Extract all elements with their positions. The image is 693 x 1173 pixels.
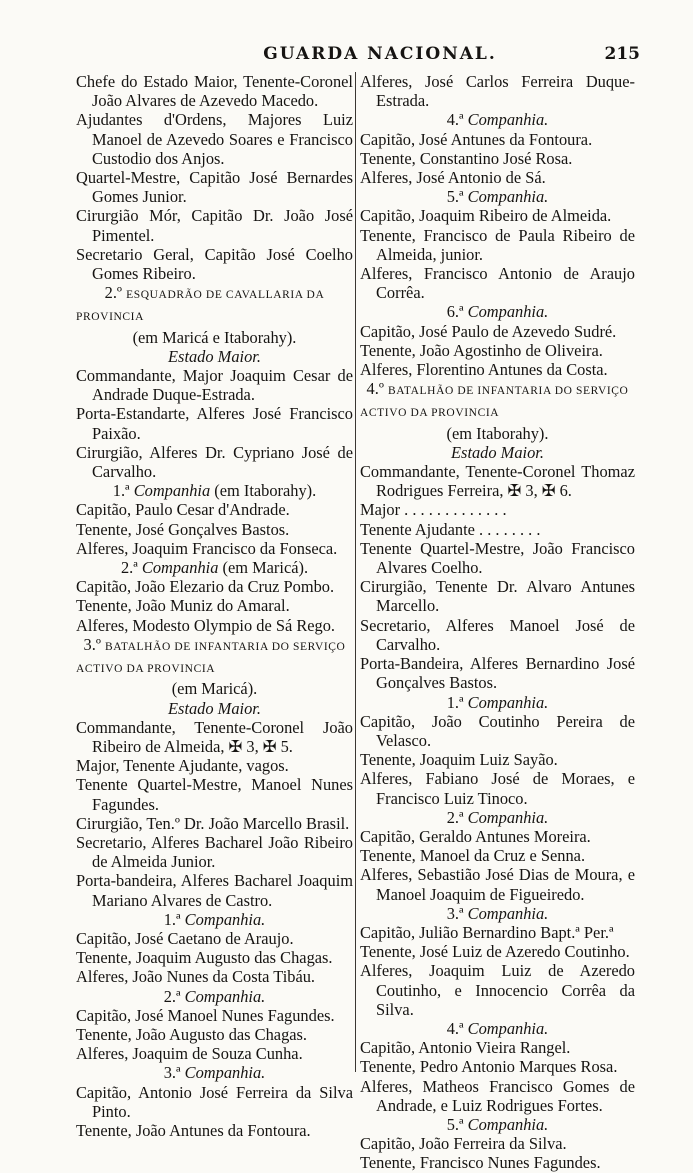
roster-entry: Tenente, José Gonçalves Bastos. — [76, 519, 290, 539]
staff-heading: Estado Maior. — [168, 698, 261, 718]
company-number: 4.ª — [446, 110, 464, 130]
roster-entry: Tenente, Francisco Nunes Fagundes. — [360, 1153, 601, 1173]
section-title: BATALHÃO DE INFANTARIA DO SERVIÇO ACTIVO DA PROVINCIA — [76, 640, 346, 676]
roster-entry: Capitão, José Caetano de Araujo. — [76, 928, 294, 948]
roster-entry: Alferes, João Nunes da Costa Tibáu. — [76, 967, 316, 987]
roster-entry: Cirurgião Mór, Capitão Dr. João José Pimentel. — [76, 206, 353, 245]
roster-entry: Capitão, João Ferreira da Silva. — [360, 1134, 567, 1154]
roster-entry: Secretario, Alferes Bacharel João Ribeiro de Almeida Junior. — [76, 832, 353, 872]
page-header — [80, 44, 640, 68]
roster-entry: Secretario, Alferes Manoel José de Carvalho. — [360, 615, 635, 654]
roster-entry: Capitão, Paulo Cesar d'Andrade. — [76, 500, 290, 520]
roster-entry: Tenente, João Muniz do Amaral. — [76, 596, 290, 616]
company-name: Companhia. — [184, 1063, 266, 1083]
roster-entry: Cirurgião, Ten.º Dr. João Marcello Brasil. — [76, 813, 350, 833]
company-name: Companhia — [133, 481, 211, 501]
roster-entry: Cirurgião, Tenente Dr. Alvaro Antunes Marcello. — [360, 577, 635, 616]
company-name: Companhia. — [184, 909, 266, 929]
company-name: Companhia. — [467, 807, 549, 827]
roster-entry: Porta-bandeira, Alferes Bacharel Joaquim Mariano Alvares de Castro. — [76, 871, 353, 910]
company-number: 4.ª — [446, 1018, 464, 1038]
company-location: (em Maricá). — [222, 558, 309, 578]
section-number: 3.º — [83, 634, 101, 654]
roster-entry: Alferes, José Carlos Ferreira Duque-Estrada. — [360, 72, 635, 111]
staff-heading: Estado Maior. — [168, 346, 261, 366]
company-number: 1.ª — [446, 692, 464, 712]
roster-entry: Alferes, Fabiano José de Moraes, e Francisco Luiz Tinoco. — [360, 769, 635, 808]
roster-entry: Porta-Estandarte, Alferes José Francisco Paixão. — [76, 404, 353, 443]
roster-entry: Alferes, Florentino Antunes da Costa. — [360, 360, 608, 380]
company-number: 1.ª — [163, 909, 181, 929]
roster-entry: Alferes, Francisco Antonio de Araujo Corrêa. — [360, 264, 635, 303]
roster-entry: Alferes, Joaquim Luiz de Azeredo Coutinho, e Innocencio Corrêa da Silva. — [360, 961, 635, 1019]
company-heading — [76, 910, 353, 929]
company-heading — [360, 302, 635, 321]
roster-entry: Ajudantes d'Ordens, Majores Luiz Manoel de Azevedo Soares e Francisco Custodio dos Anjos. — [76, 110, 353, 168]
right-column — [360, 72, 635, 1173]
company-number: 3.ª — [446, 903, 464, 923]
roster-entry: Alferes, Matheos Francisco Gomes de Andrade, e Luiz Rodrigues Fortes. — [360, 1076, 635, 1115]
roster-entry: Tenente, João Antunes da Fontoura. — [76, 1120, 311, 1140]
roster-entry: Tenente, José Luiz de Azeredo Coutinho. — [360, 942, 630, 962]
roster-entry: Quartel-Mestre, Capitão José Bernardes Gomes Junior. — [76, 168, 353, 207]
section-number: 4.º — [366, 379, 384, 399]
roster-entry: Cirurgião, Alferes Dr. Cypriano José de Carvalho. — [76, 442, 353, 482]
roster-entry: Tenente, Joaquim Augusto das Chagas. — [76, 948, 333, 968]
section-heading — [76, 635, 353, 679]
section-number: 2.º — [104, 283, 123, 303]
company-number: 1.ª — [112, 481, 130, 501]
location-note: (em Maricá e Itaborahy). — [132, 327, 297, 347]
roster-entry: Commandante, Tenente-Coronel Thomaz Rodrigues Ferreira, ✠ 3, ✠ 6. — [360, 462, 635, 501]
company-name: Companhia — [141, 558, 219, 578]
roster-entry: Commandante, Major Joaquim Cesar de Andrade Duque-Estrada. — [76, 366, 353, 405]
company-location: (em Itaborahy). — [214, 481, 317, 501]
company-heading — [76, 481, 353, 500]
roster-entry: Porta-Bandeira, Alferes Bernardino José Gonçalves Bastos. — [360, 654, 635, 693]
company-number: 2.ª — [163, 986, 181, 1006]
company-heading — [360, 808, 635, 827]
section-title: BATALHÃO DE INFANTARIA DO SERVIÇO ACTIVO DA PROVINCIA — [360, 385, 629, 420]
company-heading — [360, 904, 635, 923]
roster-entry: Major . . . . . . . . . . . . . — [360, 500, 507, 520]
company-number: 2.ª — [446, 807, 464, 827]
roster-entry: Capitão, João Elezario da Cruz Pombo. — [76, 577, 335, 597]
roster-entry: Capitão, João Coutinho Pereira de Velasco. — [360, 711, 635, 750]
roster-entry: Capitão, Geraldo Antunes Moreira. — [360, 826, 591, 846]
roster-entry: Capitão, Antonio Vieira Rangel. — [360, 1038, 571, 1058]
company-name: Companhia. — [467, 1114, 549, 1134]
company-heading — [76, 1063, 353, 1082]
roster-entry: Chefe do Estado Maior, Tenente-Coronel João Alvares de Azevedo Macedo. — [76, 72, 353, 111]
company-number: 3.ª — [163, 1063, 181, 1083]
roster-entry: Capitão, Joaquim Ribeiro de Almeida. — [360, 206, 612, 226]
section-heading — [360, 379, 635, 423]
company-heading — [360, 187, 635, 206]
company-heading — [360, 1019, 635, 1038]
roster-entry: Capitão, José Paulo de Azevedo Sudré. — [360, 321, 617, 341]
roster-entry: Tenente Quartel-Mestre, João Francisco Alvares Coelho. — [360, 538, 635, 578]
roster-entry: Tenente, Joaquim Luiz Sayão. — [360, 750, 558, 770]
roster-entry: Commandante, Tenente-Coronel João Ribeiro de Almeida, ✠ 3, ✠ 5. — [76, 717, 353, 756]
roster-entry: Alferes, Modesto Olympio de Sá Rego. — [76, 615, 336, 635]
company-name: Companhia. — [467, 903, 549, 923]
roster-entry: Major, Tenente Ajudante, vagos. — [76, 756, 289, 776]
roster-entry: Capitão, Antonio José Ferreira da Silva Pinto. — [76, 1082, 353, 1121]
roster-entry: Tenente, Pedro Antonio Marques Rosa. — [360, 1057, 618, 1077]
column-divider — [355, 72, 356, 1072]
roster-entry: Tenente, Manoel da Cruz e Senna. — [360, 846, 586, 866]
location-note: (em Maricá). — [171, 679, 258, 699]
roster-entry: Tenente Quartel-Mestre, Manoel Nunes Fagundes. — [76, 775, 353, 814]
roster-entry: Capitão, Julião Bernardino Bapt.ª Per.ª — [360, 922, 614, 942]
page-number: 215 — [604, 44, 640, 64]
company-name: Companhia. — [467, 1018, 549, 1038]
roster-entry: Tenente Ajudante . . . . . . . . — [360, 519, 541, 539]
section-title: ESQUADRÃO DE CAVALLARIA DA PROVINCIA — [76, 289, 325, 324]
roster-entry: Tenente, Francisco de Paula Ribeiro de Almeida, junior. — [360, 225, 635, 264]
roster-entry: Tenente, Constantino José Rosa. — [360, 148, 573, 168]
company-name: Companhia. — [467, 302, 549, 322]
company-name: Companhia. — [467, 110, 549, 130]
running-title: GUARDA NACIONAL. — [263, 44, 497, 64]
roster-entry: Alferes, José Antonio de Sá. — [360, 168, 546, 188]
company-heading — [360, 693, 635, 712]
company-name: Companhia. — [467, 692, 549, 712]
company-heading — [360, 1115, 635, 1134]
company-heading — [76, 558, 353, 577]
roster-entry: Tenente, João Augusto das Chagas. — [76, 1024, 308, 1044]
company-number: 5.ª — [446, 187, 464, 207]
staff-heading: Estado Maior. — [451, 442, 544, 462]
location-note: (em Itaborahy). — [446, 423, 549, 443]
roster-entry: Secretario Geral, Capitão José Coelho Gomes Ribeiro. — [76, 244, 353, 284]
company-number: 2.ª — [120, 558, 138, 578]
company-name: Companhia. — [467, 187, 549, 207]
roster-entry: Alferes, Joaquim Francisco da Fonseca. — [76, 538, 338, 558]
roster-entry: Tenente, João Agostinho de Oliveira. — [360, 340, 603, 360]
company-number: 5.ª — [446, 1114, 464, 1134]
roster-entry: Capitão, José Manoel Nunes Fagundes. — [76, 1005, 335, 1025]
company-number: 6.ª — [446, 302, 464, 322]
roster-entry: Capitão, José Antunes da Fontoura. — [360, 129, 593, 149]
company-heading — [76, 987, 353, 1006]
section-heading — [76, 283, 353, 327]
company-name: Companhia. — [184, 986, 266, 1006]
company-heading — [360, 110, 635, 129]
left-column — [76, 72, 353, 1140]
roster-entry: Alferes, Joaquim de Souza Cunha. — [76, 1044, 303, 1064]
roster-entry: Alferes, Sebastião José Dias de Moura, e Manoel Joaquim de Figueiredo. — [360, 865, 635, 904]
